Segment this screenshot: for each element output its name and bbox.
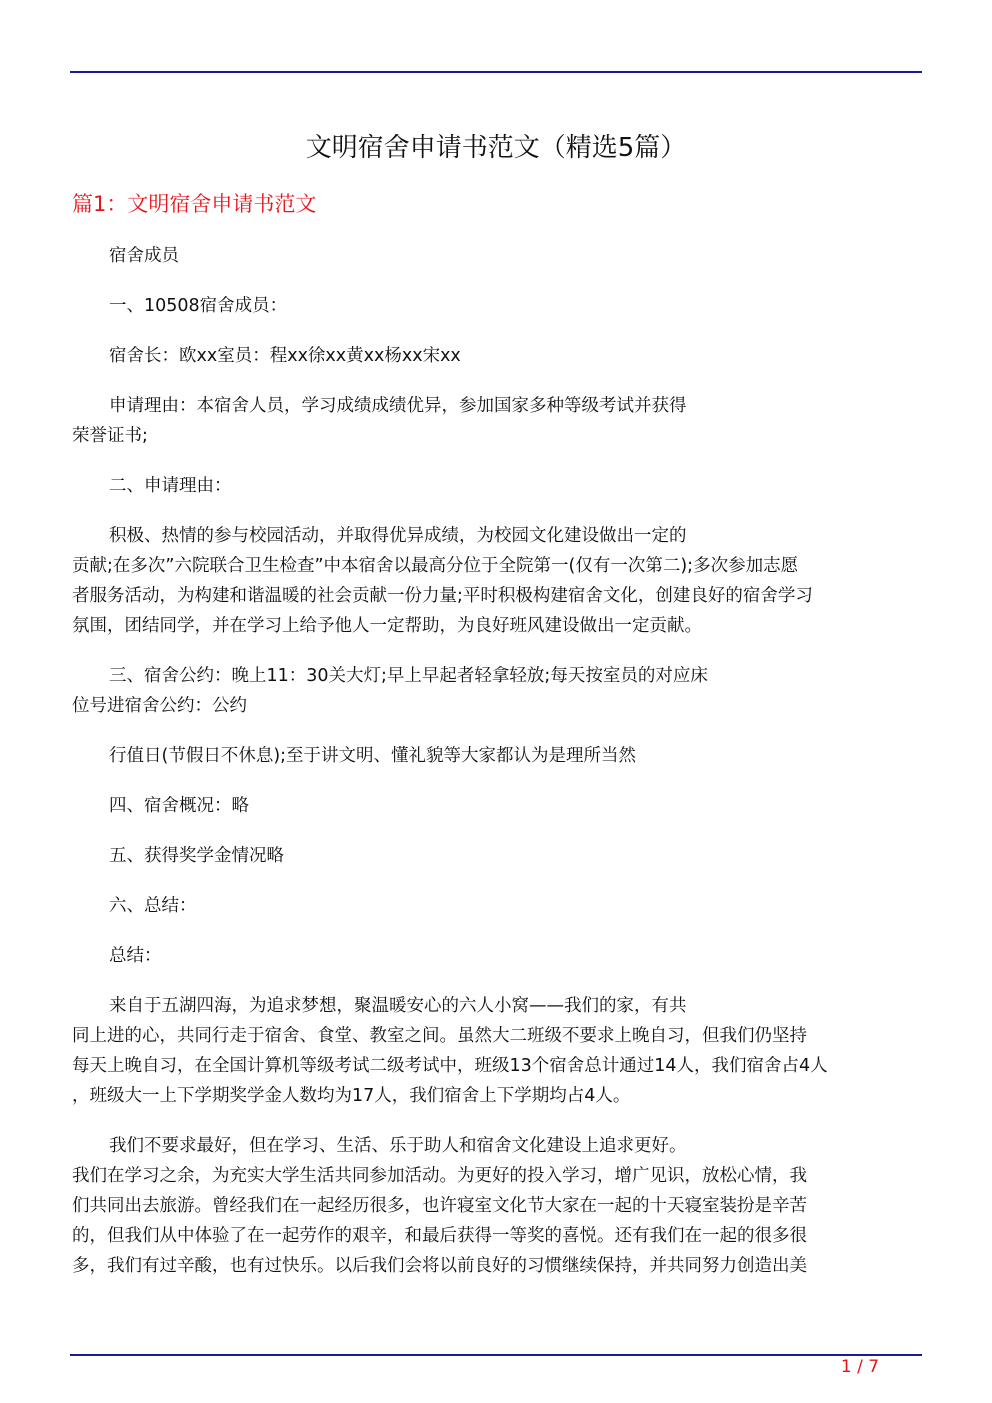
document-body [72,241,932,1301]
text-line: 一、10508宿舍成员： [109,296,288,316]
page-number: 1 / 7 [840,1357,880,1377]
text-line: 二、申请理由： [109,476,232,496]
section-heading: 篇1：文明宿舍申请书范文 [72,192,317,216]
text-line: 者服务活动，为构建和谐温暖的社会贡献一份力量;平时积极构建宿舍文化，创建良好的宿舍学习 [72,586,813,606]
text-line: 行值日(节假日不休息);至于讲文明、懂礼貌等大家都认为是理所当然 [109,746,637,766]
text-line: 氛围，团结同学，并在学习上给予他人一定帮助，为良好班风建设做出一定贡献。 [72,616,702,636]
text-line: 我们不要求最好，但在学习、生活、乐于助人和宿舍文化建设上追求更好。 [109,1136,687,1156]
text-line: ，班级大一上下学期奖学金人数均为17人，我们宿舍上下学期均占4人。 [72,1086,631,1106]
text-line: 六、总结： [109,896,197,916]
paragraph [72,841,932,871]
footer-rule [70,1354,922,1356]
paragraph [72,521,932,641]
paragraph [72,341,932,371]
document-title: 文明宿舍申请书范文（精选5篇） [305,133,687,163]
header-rule [70,71,922,73]
text-line: 的，但我们从中体验了在一起劳作的艰辛，和最后获得一等奖的喜悦。还有我们在一起的很多很 [72,1226,807,1246]
text-line: 我们在学习之余，为充实大学生活共同参加活动。为更好的投入学习，增广见识，放松心情，我 [72,1166,807,1186]
text-line: 宿舍成员 [109,246,179,266]
paragraph [72,471,932,501]
text-line: 贡献;在多次”六院联合卫生检查”中本宿舍以最高分位于全院第一(仅有一次第二);多次参加志愿 [72,556,799,576]
text-line: 三、宿舍公约：晚上11：30关大灯;早上早起者轻拿轻放;每天按室员的对应床 [109,666,708,686]
text-line: 们共同出去旅游。曾经我们在一起经历很多，也许寝室文化节大家在一起的十天寝室装扮是辛苦 [72,1196,807,1216]
text-line: 同上进的心，共同行走于宿舍、食堂、教室之间。虽然大二班级不要求上晚自习，但我们仍坚持 [72,1026,807,1046]
paragraph [72,941,932,971]
text-line: 宿舍长：欧xx室员：程xx徐xx黄xx杨xx宋xx [109,346,461,366]
paragraph [72,661,932,721]
text-line: 来自于五湖四海，为追求梦想，聚温暖安心的六人小窝——我们的家，有共 [109,996,687,1016]
paragraph [72,891,932,921]
text-line: 四、宿舍概况：略 [109,796,249,816]
paragraph [72,991,932,1111]
paragraph [72,391,932,451]
text-line: 每天上晚自习，在全国计算机等级考试二级考试中，班级13个宿舍总计通过14人，我们宿舍占4人 [72,1056,828,1076]
paragraph [72,1131,932,1281]
paragraph [72,241,932,271]
paragraph [72,791,932,821]
text-line: 五、获得奖学金情况略 [109,846,284,866]
paragraph [72,741,932,771]
text-line: 申请理由：本宿舍人员，学习成绩成绩优异，参加国家多种等级考试并获得 [109,396,687,416]
text-line: 多，我们有过辛酸，也有过快乐。以后我们会将以前良好的习惯继续保持，并共同努力创造出美 [72,1256,807,1276]
text-line: 总结： [109,946,162,966]
text-line: 积极、热情的参与校园活动，并取得优异成绩，为校园文化建设做出一定的 [109,526,687,546]
text-line: 位号进宿舍公约：公约 [72,696,247,716]
paragraph [72,291,932,321]
text-line: 荣誉证书; [72,426,148,446]
